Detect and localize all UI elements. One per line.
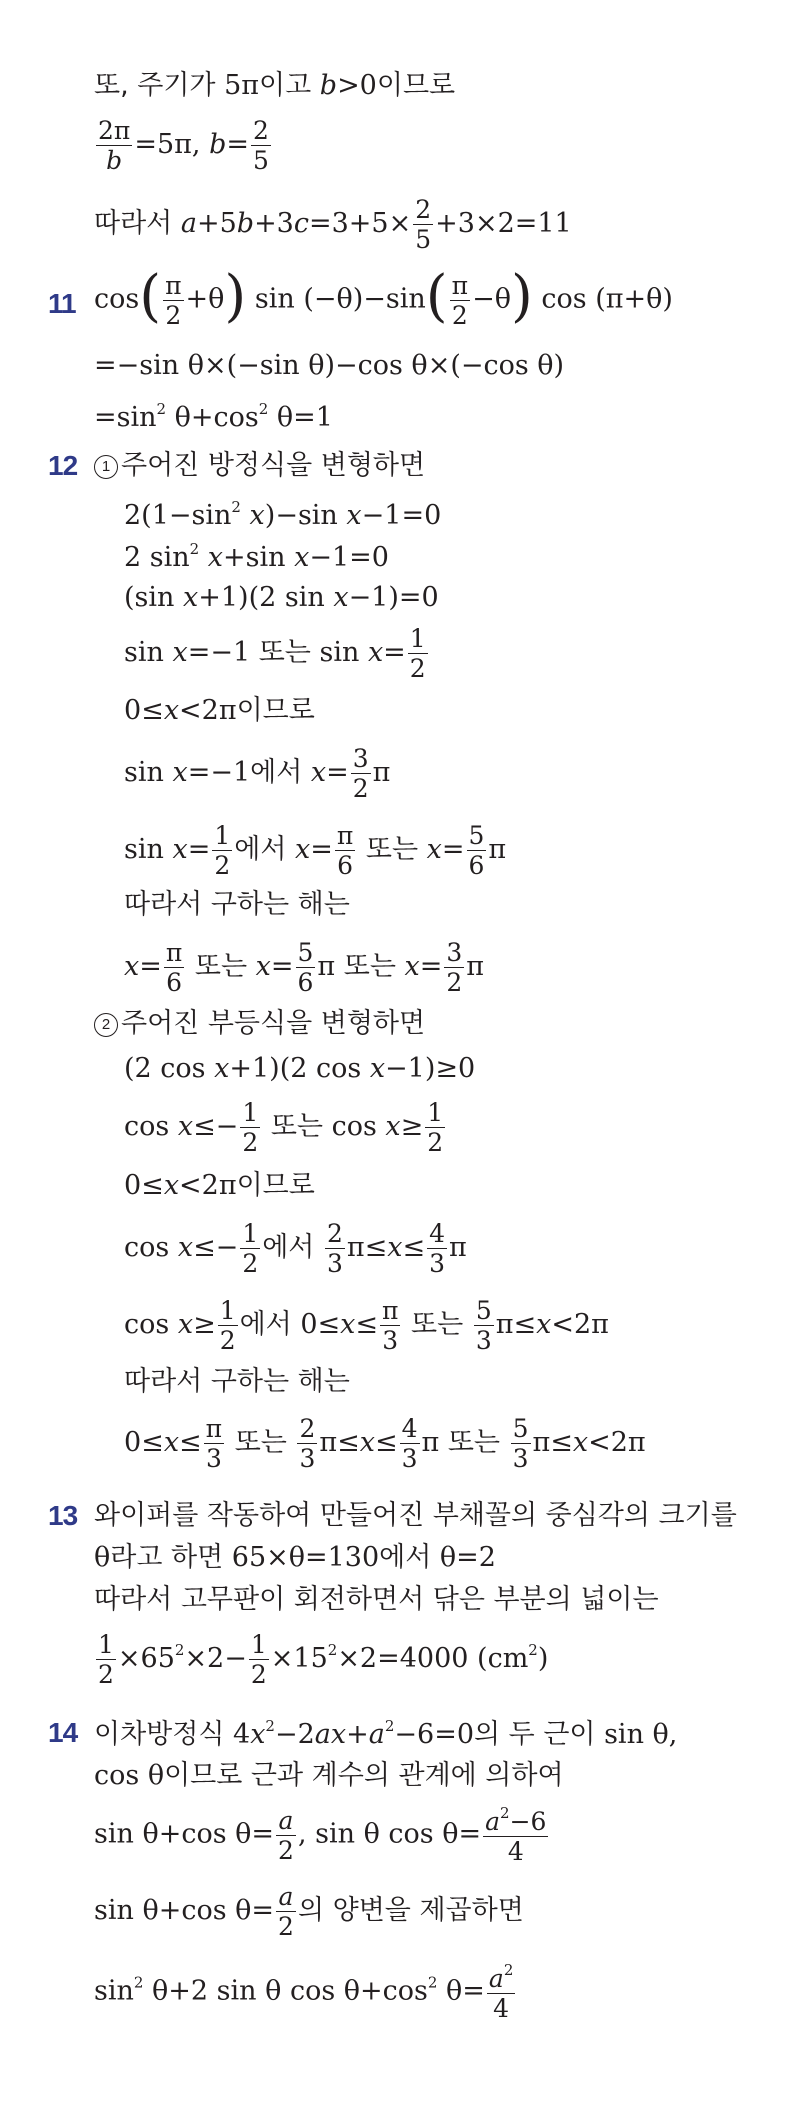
line-9: 2 $\sin^2 x+\sin$ x−1=0 <box>124 540 389 573</box>
line-14: sin x= $\frac{1}{2}$ 에서 x= $\frac{\pi}{6}$ 또는 x= $\frac{5}{6}$ π <box>124 821 507 880</box>
line-30: cos θ이므로 근과 계수의 관계에 의하여 <box>94 1760 564 1791</box>
line-12: 0≤x<2π이므로 <box>124 695 315 726</box>
line-26: θ라고 하면 65×θ=130에서 θ=2 <box>94 1542 496 1573</box>
line-20: 0≤x<2π이므로 <box>124 1170 315 1201</box>
line-10: (sin x+1)(2 sin x−1)=0 <box>124 582 439 613</box>
line-7: 1 주어진 방정식을 변형하면 <box>94 452 425 479</box>
line-28: $\frac{1}{2}$ $\times 65^2\times 2-$ $\frac{1}{2}$ $\times 15^2\times 2=4000$ $(cm^2)$ <box>98 1630 549 1689</box>
line-25: 와이퍼를 작동하여 만들어진 부채꼴의 중심각의 크기를 <box>94 1500 737 1531</box>
line-22: cos x≥ $\frac{1}{2}$ 에서 0≤x≤ $\frac{\pi}{3}$ 또는 $\frac{5}{3}$ π≤x<2π <box>124 1296 609 1355</box>
line-4: cos( $\frac{\pi}{2}$ +θ) sin (−θ)−sin( $\frac{\pi}{2}$ −θ) cos (π+θ) <box>94 264 673 330</box>
line-1: 또, 주기가 5π이고 b>0이므로 <box>94 70 456 101</box>
line-32: sin θ+cos θ= $\frac{a}{2}$ 의 양변을 제곱하면 <box>94 1882 524 1941</box>
line-27: 따라서 고무판이 회전하면서 닦은 부분의 넓이는 <box>94 1584 659 1615</box>
problem-number-13: 13 <box>48 1500 78 1531</box>
line-19: cos x≤− $\frac{1}{2}$ 또는 cos x≥ $\frac{1}{2}$ <box>124 1098 444 1157</box>
line-3: 따라서 a+5b+3c=3+5× $\frac{2}{5}$ +3×2=11 <box>94 195 572 254</box>
line-13: sin x=−1에서 x= $\frac{3}{2}$ π <box>124 744 391 803</box>
line-11: sin x=−1 또는 sin x= $\frac{1}{2}$ <box>124 624 426 683</box>
problem-number-14: 14 <box>48 1717 78 1748</box>
line-6: $=\sin^2$ $\theta+\cos^2$ θ=1 <box>94 400 333 433</box>
line-15: 따라서 구하는 해는 <box>124 889 350 920</box>
line-24: 0≤x≤ $\frac{\pi}{3}$ 또는 $\frac{2}{3}$ π≤x≤ $\frac{4}{3}$ π 또는 $\frac{5}{3}$ π≤x<2π <box>124 1414 646 1473</box>
line-17: 2 주어진 부등식을 변형하면 <box>94 1010 425 1037</box>
line-18: (2 cos x+1)(2 cos x−1)≥0 <box>124 1053 476 1084</box>
line-23: 따라서 구하는 해는 <box>124 1366 350 1397</box>
line-8: $2(1-\sin^2$ x)−sin x−1=0 <box>124 498 442 531</box>
problem-number-11: 11 <box>48 288 76 319</box>
line-5: =−sin θ×(−sin θ)−cos θ×(−cos θ) <box>94 350 565 381</box>
problem-number-12: 12 <box>48 450 78 481</box>
line-16: x= $\frac{\pi}{6}$ 또는 x= $\frac{5}{6}$ π 또는 x= $\frac{3}{2}$ π <box>124 938 485 997</box>
line-33: $\sin^2 \theta+2$ sin θ $\cos \theta+\cos^2$ θ= $\frac{a^2}{4}$ <box>94 1961 514 2023</box>
line-29: 이차방정식 $4x^2-2ax+a^2-6=0$의 두 근이 sin θ, <box>94 1717 678 1750</box>
line-21: cos x≤− $\frac{1}{2}$ 에서 $\frac{2}{3}$ π≤x≤ $\frac{4}{3}$ π <box>124 1219 467 1278</box>
line-2: $\frac{2\pi}{b}$ =5π, b= $\frac{2}{5}$ <box>98 116 269 175</box>
line-31: sin θ+cos θ= $\frac{a}{2}$ , sin θ cos θ= $\frac{a^2-6}{4}$ <box>94 1804 547 1866</box>
